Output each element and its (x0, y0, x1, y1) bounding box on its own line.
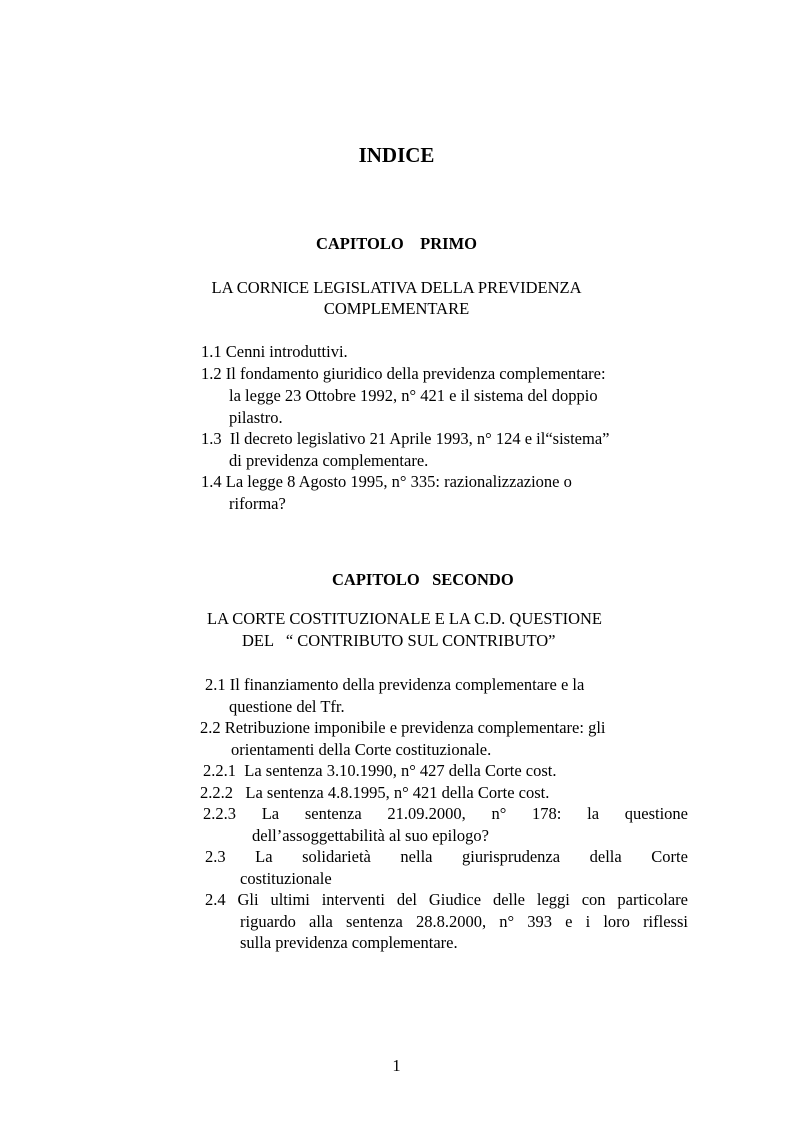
toc-entry-2-2-cont: orientamenti della Corte costituzionale. (231, 740, 492, 759)
word: i (585, 912, 591, 931)
word: sentenza (304, 804, 362, 823)
word: solidarietà (302, 847, 371, 866)
page-title: INDICE (358, 143, 435, 167)
word: loro (603, 912, 630, 931)
word: ultimi (270, 890, 310, 909)
toc-entry-1-3-cont: di previdenza complementare. (229, 451, 429, 470)
word: delle (492, 890, 526, 909)
chapter-1-heading (0, 233, 793, 255)
toc-entry-1-1[interactable]: 1.1 Cenni introduttivi. (201, 342, 348, 361)
word: 2.4 (205, 890, 226, 909)
toc-entry-2-3[interactable] (205, 846, 688, 868)
word: Giudice (428, 890, 482, 909)
word: n° (491, 804, 507, 823)
word: riflessi (643, 912, 688, 931)
chapter-2-subtitle-line-2: DEL “ CONTRIBUTO SUL CONTRIBUTO” (242, 631, 556, 650)
toc-entry-2-2-3[interactable] (203, 803, 688, 825)
word: la (587, 804, 600, 823)
toc-entry-1-4[interactable]: 1.4 La legge 8 Agosto 1995, n° 335: razionalizzazione o (201, 472, 572, 491)
toc-entry-2-4[interactable] (205, 889, 688, 911)
toc-entry-2-2-1[interactable]: 2.2.1 La sentenza 3.10.1990, n° 427 della Corte cost. (203, 761, 557, 780)
page-number: 1 (392, 1056, 401, 1075)
toc-entry-1-2-cont-2: pilastro. (229, 408, 283, 427)
word: interventi (321, 890, 385, 909)
toc-entry-2-4-cont-1 (240, 911, 688, 933)
word: Gli (237, 890, 259, 909)
word: nella (400, 847, 433, 866)
word: 2.2.3 (203, 804, 236, 823)
chapter-2-heading: CAPITOLO SECONDO (332, 570, 514, 589)
word: La (261, 804, 280, 823)
word: leggi (536, 890, 570, 909)
word: e (565, 912, 573, 931)
toc-entry-1-2[interactable]: 1.2 Il fondamento giuridico della previdenza complementare: (201, 364, 606, 383)
word: sentenza (346, 912, 403, 931)
word: 28.8.2000, (415, 912, 487, 931)
word: della (589, 847, 622, 866)
toc-entry-1-4-cont: riforma? (229, 494, 286, 513)
word: 393 (527, 912, 552, 931)
word: questione (624, 804, 688, 823)
toc-entry-2-2-2[interactable]: 2.2.2 La sentenza 4.8.1995, n° 421 della Corte cost. (200, 783, 550, 802)
word: giurisprudenza (462, 847, 561, 866)
word: del (396, 890, 417, 909)
toc-entry-2-3-cont: costituzionale (240, 869, 332, 888)
word: La (255, 847, 273, 866)
word: n° (499, 912, 515, 931)
chapter-1-subtitle-line-2: COMPLEMENTARE (323, 299, 470, 318)
word: 178: (532, 804, 562, 823)
chapter-1-subtitle-line-1: LA CORNICE LEGISLATIVA DELLA PREVIDENZA (211, 278, 582, 297)
toc-entry-1-3[interactable]: 1.3 Il decreto legislativo 21 Aprile 1993, n° 124 e il“sistema” (201, 429, 610, 448)
word: alla (309, 912, 333, 931)
word: 2.3 (205, 847, 226, 866)
word: riguardo (240, 912, 296, 931)
word: particolare (617, 890, 688, 909)
toc-entry-2-2-3-cont: dell’assoggettabilità al suo epilogo? (252, 826, 489, 845)
toc-entry-2-4-cont-2: sulla previdenza complementare. (240, 933, 458, 952)
toc-entry-1-2-cont-1: la legge 23 Ottobre 1992, n° 421 e il sistema del doppio (229, 386, 598, 405)
chapter-2-subtitle-line-1: LA CORTE COSTITUZIONALE E LA C.D. QUESTIONE (207, 609, 602, 628)
toc-entry-2-2[interactable]: 2.2 Retribuzione imponibile e previdenza complementare: gli (200, 718, 606, 737)
chapter-1-heading-text: CAPITOLO PRIMO (315, 234, 478, 253)
toc-entry-2-1-cont: questione del Tfr. (229, 697, 345, 716)
word: Corte (651, 847, 688, 866)
toc-entry-2-1[interactable]: 2.1 Il finanziamento della previdenza complementare e la (205, 675, 585, 694)
word: con (581, 890, 606, 909)
word: 21.09.2000, (387, 804, 466, 823)
